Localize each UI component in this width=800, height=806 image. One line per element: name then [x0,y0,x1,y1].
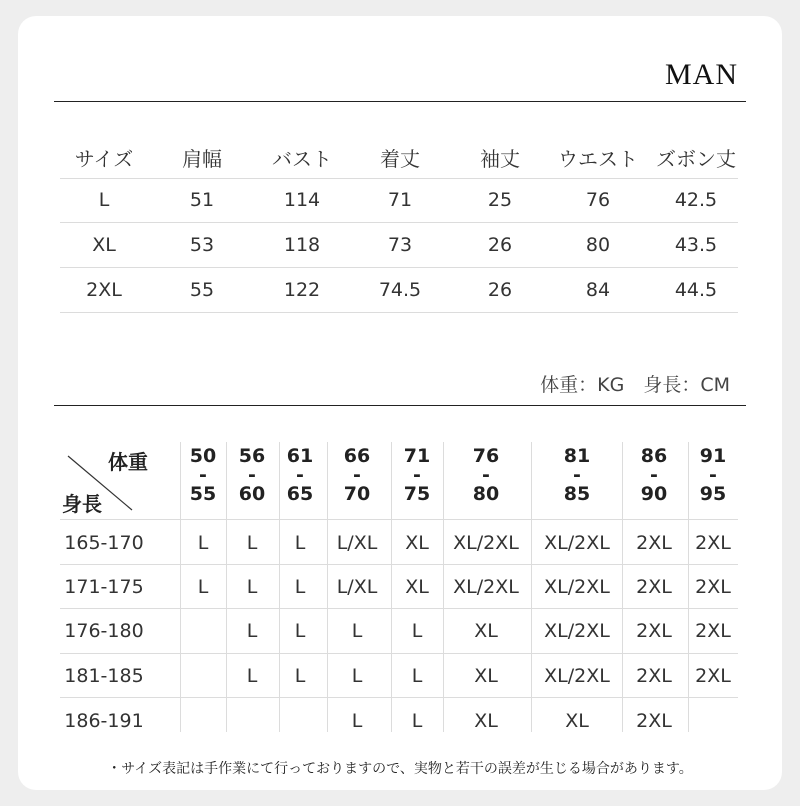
weight-range-low: 56 [238,445,266,467]
size-table-cell: 55 [189,279,215,301]
size-table-divider [60,312,738,313]
size-table-cell: 51 [189,189,215,211]
size-table-header: バスト [272,147,332,171]
units-rule [54,405,746,406]
weight-range-dash: - [296,464,304,486]
fit-table-cell: XL [405,576,429,598]
fit-table-cell: 2XL [636,532,672,554]
fit-table-cell: L [411,710,423,732]
size-table-cell: 71 [387,189,413,211]
size-table-divider [60,267,738,268]
size-table-header: 袖丈 [480,147,520,171]
title-rule [54,101,746,102]
fit-table-cell: L [294,665,306,687]
fit-table-cell: 2XL [636,620,672,642]
fit-table-cell: XL/2XL [453,576,519,598]
fit-table-cell: L [246,665,258,687]
fit-table-cell: L/XL [336,532,378,554]
fit-table-cell: XL/2XL [544,576,610,598]
height-range-cell: 171-175 [64,576,144,598]
weight-range-dash: - [650,464,658,486]
fit-table-cell: L [411,620,423,642]
fit-table-cell: XL [405,532,429,554]
size-table-cell: 76 [585,189,611,211]
fit-table-cell: 2XL [695,532,731,554]
weight-range-low: 66 [343,445,371,467]
height-range-cell: 181-185 [64,665,144,687]
size-table-header: 着丈 [380,147,420,171]
size-table-header: 肩幅 [182,147,222,171]
weight-range-dash: - [709,464,717,486]
footnote: ・サイズ表記は手作業にて行っておりますので、実物と若干の誤差が生じる場合があります。 [107,761,693,777]
weight-range-high: 65 [286,483,314,505]
weight-range-high: 70 [343,483,371,505]
fit-table-cell: L [294,576,306,598]
fit-table-cell: XL [565,710,589,732]
size-table-cell: 73 [387,234,413,256]
page-title: MAN [664,58,738,91]
weight-range-dash: - [573,464,581,486]
weight-range-low: 91 [699,445,727,467]
size-table-divider [60,222,738,223]
size-table-header: サイズ [74,147,134,171]
size-table-divider [60,178,738,179]
fit-table-cell: XL/2XL [544,665,610,687]
fit-table-divider [60,519,738,520]
fit-table-divider [60,608,738,609]
weight-range-high: 55 [189,483,217,505]
size-table-cell: 42.5 [674,189,718,211]
weight-range-high: 80 [472,483,500,505]
size-label-cell: 2XL [86,279,122,301]
weight-range-high: 60 [238,483,266,505]
weight-range-low: 61 [286,445,314,467]
fit-table-cell: L [197,576,209,598]
fit-table-cell: 2XL [636,576,672,598]
weight-range-dash: - [413,464,421,486]
fit-table-cell: 2XL [695,620,731,642]
fit-table-cell: XL/2XL [544,532,610,554]
fit-table-divider [60,564,738,565]
weight-range-dash: - [482,464,490,486]
fit-table-cell: L/XL [336,576,378,598]
height-range-cell: 165-170 [64,532,144,554]
weight-range-low: 86 [640,445,668,467]
fit-table-cell: L [351,620,363,642]
size-table-cell: 84 [585,279,611,301]
fit-table-cell: L [246,620,258,642]
height-range-cell: 186-191 [64,710,144,732]
weight-range-high: 85 [563,483,591,505]
size-table-cell: 25 [487,189,513,211]
corner-weight-label: 体重 [108,450,148,474]
fit-table-cell: 2XL [695,665,731,687]
size-table-header: ウエスト [558,147,638,171]
weight-range-low: 81 [563,445,591,467]
size-table-header: ズボン丈 [656,147,736,171]
corner-height-label: 身長 [62,492,102,516]
fit-table-cell: L [411,665,423,687]
fit-table-cell: XL [474,620,498,642]
weight-range-high: 95 [699,483,727,505]
fit-table-cell: 2XL [636,710,672,732]
fit-table-cell: L [246,532,258,554]
size-table-cell: 26 [487,279,513,301]
weight-range-low: 76 [472,445,500,467]
height-range-cell: 176-180 [64,620,144,642]
fit-table-divider [60,653,738,654]
size-label-cell: XL [92,234,116,256]
size-table-cell: 43.5 [674,234,718,256]
size-table-cell: 114 [283,189,321,211]
weight-range-high: 90 [640,483,668,505]
fit-table-cell: L [294,532,306,554]
fit-table-cell: XL/2XL [544,620,610,642]
fit-table-cell: 2XL [695,576,731,598]
size-label-cell: L [98,189,110,211]
fit-table-cell: L [351,665,363,687]
size-table-cell: 80 [585,234,611,256]
size-table-cell: 44.5 [674,279,718,301]
fit-table-cell: L [294,620,306,642]
fit-table-cell: XL/2XL [453,532,519,554]
fit-table-cell: L [246,576,258,598]
weight-range-dash: - [248,464,256,486]
weight-range-dash: - [199,464,207,486]
fit-table-cell: L [351,710,363,732]
fit-table-cell: XL [474,665,498,687]
fit-table-cell: 2XL [636,665,672,687]
fit-table-cell: XL [474,710,498,732]
weight-range-low: 50 [189,445,217,467]
size-table-cell: 53 [189,234,215,256]
fit-table-cell: L [197,532,209,554]
size-table-cell: 122 [283,279,321,301]
size-table-cell: 74.5 [378,279,422,301]
size-table-cell: 118 [283,234,321,256]
fit-table-divider [60,697,738,698]
size-table-cell: 26 [487,234,513,256]
weight-range-high: 75 [403,483,431,505]
units-note: 体重：KG 身長：CM [540,374,730,396]
weight-range-dash: - [353,464,361,486]
weight-range-low: 71 [403,445,431,467]
